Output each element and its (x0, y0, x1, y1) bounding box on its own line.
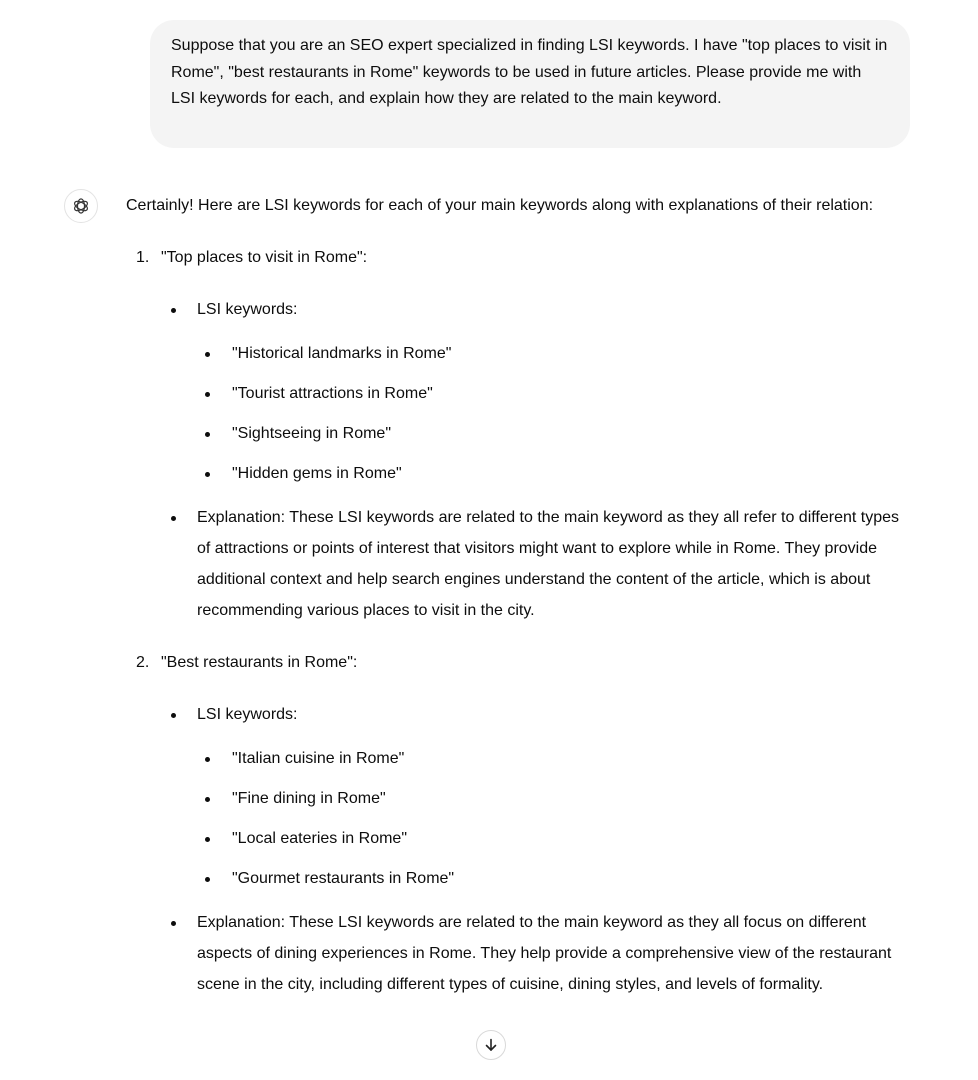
explanation-bullet: Explanation: These LSI keywords are related to the main keyword as they all focus on different aspects of dining experiences in Rome. They help provide a comprehensive view of the restaurant scene in the city, including different types of cuisine, dining styles, and levels of formality. (126, 907, 916, 1000)
list-item: "Italian cuisine in Rome" (197, 743, 916, 774)
assistant-avatar (64, 189, 98, 223)
list-item: "Gourmet restaurants in Rome" (197, 863, 916, 894)
openai-logo-icon (71, 196, 91, 216)
list-item: "Fine dining in Rome" (197, 783, 916, 814)
list-item: "Local eateries in Rome" (197, 823, 916, 854)
item-title: "Best restaurants in Rome": (161, 654, 358, 671)
user-message-text: Suppose that you are an SEO expert specialized in finding LSI keywords. I have "top places to visit in Rome", "best restaurants in Rome" keywords to be used in future articles. Please provide me with LSI keywords for each, and explain how they are related to the main keyword. (171, 37, 888, 107)
list-number: 1. (136, 249, 150, 266)
list-number: 2. (136, 654, 150, 671)
list-item: "Tourist attractions in Rome" (197, 378, 916, 409)
user-message-bubble (150, 20, 910, 148)
list-item: "Historical landmarks in Rome" (197, 338, 916, 369)
list-item: "Hidden gems in Rome" (197, 458, 916, 489)
scroll-to-bottom-button[interactable] (476, 1030, 506, 1060)
lsi-keywords-bullet (126, 699, 916, 894)
lsi-keywords-bullet (126, 294, 916, 489)
lsi-label: LSI keywords: (197, 706, 298, 723)
assistant-message (126, 190, 916, 1000)
item-title: "Top places to visit in Rome": (161, 249, 368, 266)
keyword-item-best-restaurants (126, 647, 916, 1000)
explanation-bullet: Explanation: These LSI keywords are related to the main keyword as they all refer to different types of attractions or points of interest that visitors might want to explore while in Rome. They provide additional context and help search engines understand the content of the article, which is about recommending various places to visit in the city. (126, 502, 916, 626)
keyword-item-top-places (126, 242, 916, 626)
arrow-down-icon (483, 1037, 499, 1053)
assistant-intro: Certainly! Here are LSI keywords for each of your main keywords along with explanations of their relation: (126, 197, 874, 214)
lsi-label: LSI keywords: (197, 301, 298, 318)
list-item: "Sightseeing in Rome" (197, 418, 916, 449)
keyword-list (126, 242, 916, 1000)
